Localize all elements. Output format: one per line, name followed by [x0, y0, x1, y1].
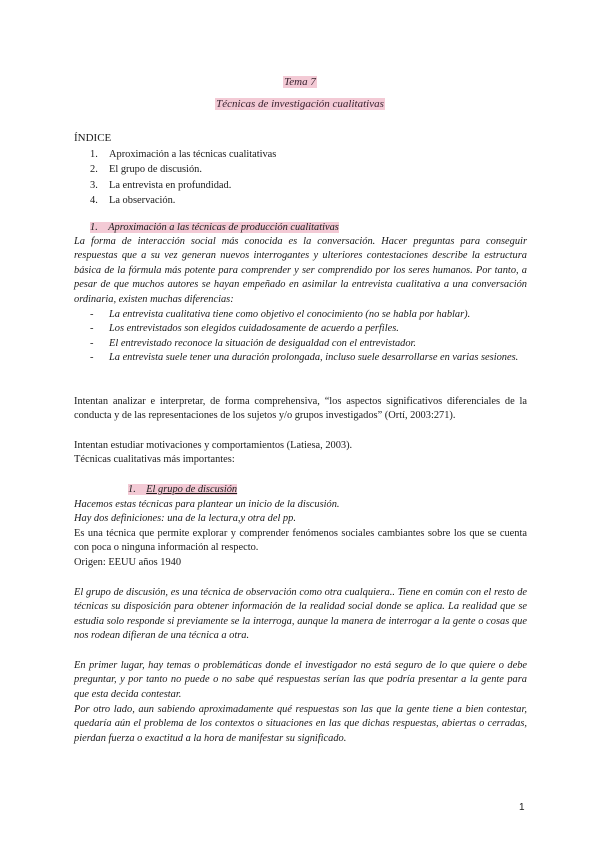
list-item: - La entrevista suele tener una duración prolongada, incluso suele desarrollarse en varias sesiones.	[90, 351, 527, 365]
index-item-text: El grupo de discusión.	[109, 164, 202, 176]
index-list	[90, 147, 276, 209]
section-2-paragraph-2: En primer lugar, hay temas o problemáticas donde el investigador no está seguro de lo que quiere o debe preguntar, y por tanto no puede o no sabe qué respuestas serían las que podría presentar a la gente para que esta decida contestar.	[74, 660, 527, 700]
section-2-definition: Es una técnica que permite explorar y comprender fenómenos sociales cambiantes sobre los que se cuenta con poca o ninguna información al respecto.	[74, 528, 527, 554]
index-item	[90, 178, 276, 193]
section-2-number: 1.	[128, 484, 136, 495]
list-item: - El entrevistado reconoce la situación de desigualdad con el entrevistador.	[90, 337, 527, 351]
index-item-text: Aproximación a las técnicas cualitativas	[109, 149, 277, 160]
index-item-number: 3.	[90, 179, 98, 191]
section-2-paragraph-3: Por otro lado, aun sabiendo aproximadamente qué respuestas son las que la gente tiene a bien contestar, quedaría aún el problema de los contextos o situaciones en las que dichas respuestas, abiertas o cerradas, pierdan fuerza o exactitud a la hora de manifestar su significado.	[74, 704, 527, 744]
bullet-dash: -	[90, 337, 94, 349]
section-2-intro-2: Hay dos definiciones: una de la lectura,y otra del pp.	[74, 513, 296, 524]
section-2-origin: Origen: EEUU años 1940	[74, 557, 182, 568]
index-heading: ÍNDICE	[74, 132, 112, 144]
paragraph-latiesa: Intentan estudiar motivaciones y comportamientos (Latiesa, 2003).	[74, 440, 353, 451]
section-2-intro-1: Hacemos estas técnicas para plantear un inicio de la discusión.	[74, 499, 340, 510]
doc-title-subject: Técnicas de investigación cualitativas	[216, 98, 384, 110]
index-item-text: La entrevista en profundidad.	[109, 179, 232, 191]
index-item-text: La observación.	[109, 195, 176, 207]
index-item-number: 4.	[90, 195, 98, 207]
section-2-paragraph-1: El grupo de discusión, es una técnica de observación como otra cualquiera.. Tiene en común con el resto de técnicas su disposición para obtener información de la realidad social donde se aplica. La realidad que se estudia solo responde si previamente se la interroga, aunque la manera de interrogar a la gente o cosas que nos rodean difieran de una técnica a otra.	[74, 587, 527, 642]
differences-list	[90, 308, 527, 366]
section-2-title: El grupo de discusión	[146, 484, 238, 495]
section-1-paragraph: La forma de interacción social más conocida es la conversación. Hacer preguntas para conseguir respuestas que a su vez generan nuevos interrogantes y ulteriores contestaciones describe la estructura básica de la fórmula más potente para comprender y ser comprendido por los seres humanos. Por tanto, a pesar de que muchos autores se hayan empeñado en asimilar la entrevista cualitativa a una conversación ordinaria, existen muchas diferencias:	[74, 236, 527, 305]
bullet-dash: -	[90, 352, 94, 364]
index-item	[90, 147, 276, 162]
bullet-dash: -	[90, 309, 94, 320]
paragraph-orti: Intentan analizar e interpretar, de forma comprehensiva, “los aspectos significativos diferenciales de la conducta y de las representaciones de los sujetos y/o grupos investigados” (Ortí, 2003:271).	[74, 396, 527, 422]
section-1-heading	[90, 221, 339, 235]
index-item-number: 2.	[90, 164, 98, 176]
section-1-title: Aproximación a las técnicas de producción cualitativas	[108, 222, 339, 233]
doc-title-topic: Tema 7	[284, 76, 316, 88]
section-2-heading	[128, 483, 237, 497]
section-1-number: 1.	[90, 222, 98, 233]
bullet-dash: -	[90, 323, 94, 335]
list-item: - La entrevista cualitativa tiene como objetivo el conocimiento (no se habla por hablar).	[90, 308, 527, 322]
index-item	[90, 193, 276, 208]
page-number: 1	[519, 802, 525, 813]
paragraph-tecnicas: Técnicas cualitativas más importantes:	[74, 454, 235, 465]
list-item: - Los entrevistados son elegidos cuidadosamente de acuerdo a perfiles.	[90, 322, 527, 336]
index-item	[90, 162, 276, 177]
index-item-number: 1.	[90, 149, 98, 160]
